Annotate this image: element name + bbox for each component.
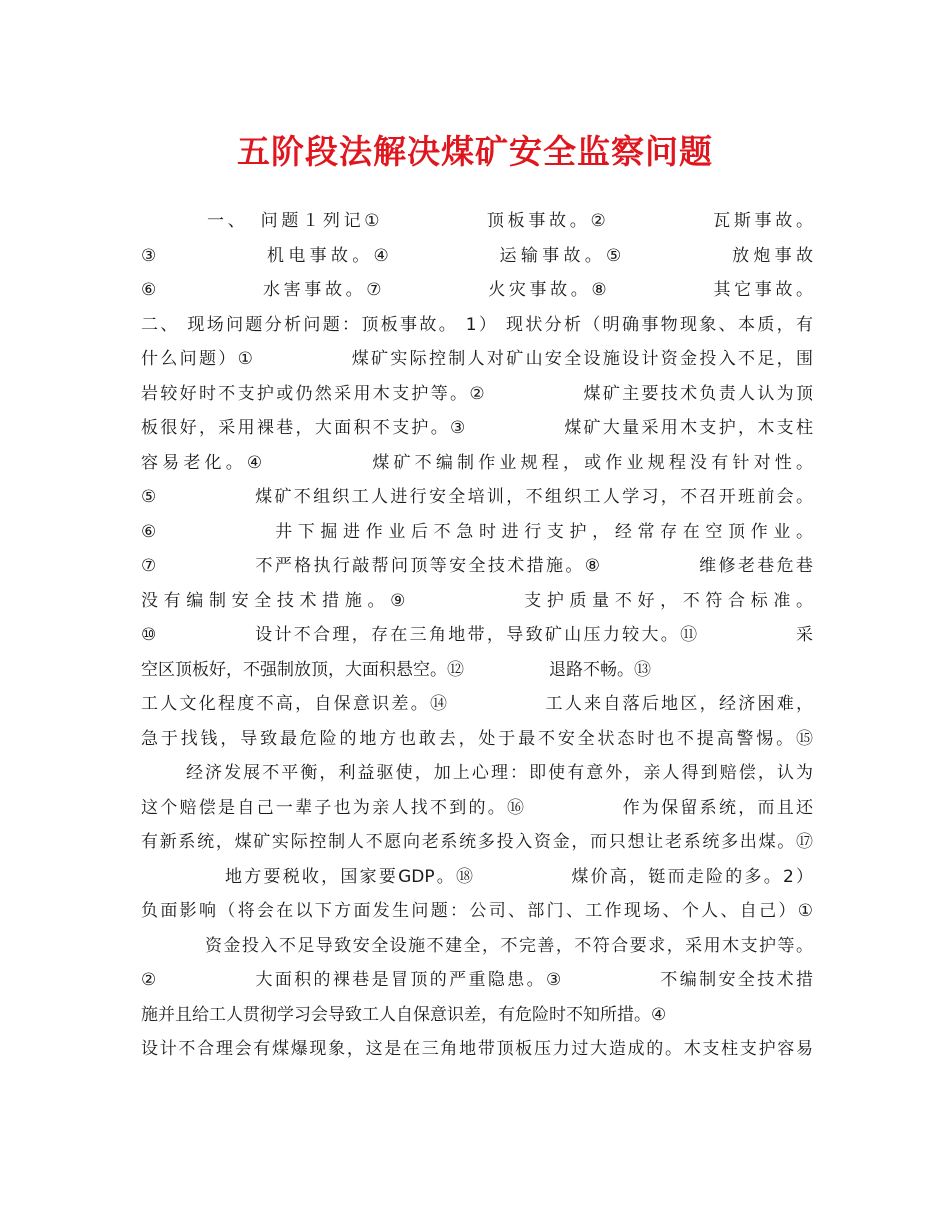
body-line: 施并且给工人贯彻学习会导致工人自保意识差，有危险时不知所措。④: [141, 1004, 667, 1025]
body-line: 一、 问题１列记① 顶板事故。② 瓦斯事故。: [207, 211, 813, 231]
body-line: ⑥ 水害事故。⑦ 火灾事故。⑧ 其它事故。: [141, 280, 813, 300]
body-line: 没有编制安全技术措施。⑨ 支护质量不好，不符合标准。: [141, 590, 813, 611]
body-line: 岩较好时不支护或仍然采用木支护等。② 煤矿主要技术负责人认为顶: [141, 383, 813, 404]
body-line: ③ 机电事故。④ 运输事故。⑤ 放炮事故: [141, 245, 813, 266]
body-line: ⑩ 设计不合理，存在三角地带，导致矿山压力较大。⑪ 采: [141, 625, 813, 645]
body-line: 二、 现场问题分析问题：顶板事故。 1） 现状分析（明确事物现象、本质，有: [141, 314, 813, 335]
body-line: 容易老化。④ 煤矿不编制作业规程，或作业规程没有针对性。: [141, 452, 813, 473]
body-line: ⑤ 煤矿不组织工人进行安全培训，不组织工人学习，不召开班前会。: [141, 487, 813, 507]
body-line: 资金投入不足导致安全设施不建全，不完善，不符合要求，采用木支护等。: [205, 935, 813, 956]
body-line: 空区顶板好，不强制放顶，大面积悬空。⑫ 退路不畅。⑬: [141, 659, 651, 680]
body-line: 负面影响（将会在以下方面发生问题：公司、部门、工作现场、个人、自己）①: [141, 901, 813, 921]
body-line: 设计不合理会有煤爆现象，这是在三角地带顶板压力过大造成的。木支柱支护容易: [141, 1039, 813, 1059]
body-line: 这个赔偿是自己一辈子也为亲人找不到的。⑯ 作为保留系统，而且还: [141, 797, 813, 818]
body-line: ⑦ 不严格执行敲帮问顶等安全技术措施。⑧ 维修老巷危巷: [141, 556, 813, 576]
body-line: 工人文化程度不高，自保意识差。⑭ 工人来自落后地区，经济困难，: [141, 694, 813, 714]
body-line: 板很好，采用裸巷，大面积不支护。③ 煤矿大量采用木支护，木支柱: [141, 418, 813, 438]
body-line: 有新系统，煤矿实际控制人不愿向老系统多投入资金，而只想让老系统多出煤。⑰: [141, 832, 813, 852]
body-line: ② 大面积的裸巷是冒顶的严重隐患。③ 不编制安全技术措: [141, 970, 813, 990]
body-line: 什么问题）① 煤矿实际控制人对矿山安全设施设计资金投入不足，围: [141, 349, 813, 369]
body-line: 急于找钱，导致最危险的地方也敢去，处于最不安全状态时也不提高警惕。⑮: [141, 728, 813, 749]
document-title: 五阶段法解决煤矿安全监察问题: [237, 132, 713, 171]
body-line: 地方要税收，国家要GDP。⑱ 煤价高，铤而走险的多。2）: [225, 866, 813, 887]
body-line: 经济发展不平衡，利益驱使，加上心理：即使有意外，亲人得到赔偿，认为: [186, 763, 813, 783]
document-body: [141, 204, 813, 1067]
body-line: ⑥ 井下掘进作业后不急时进行支护，经常存在空顶作业。: [141, 521, 813, 542]
